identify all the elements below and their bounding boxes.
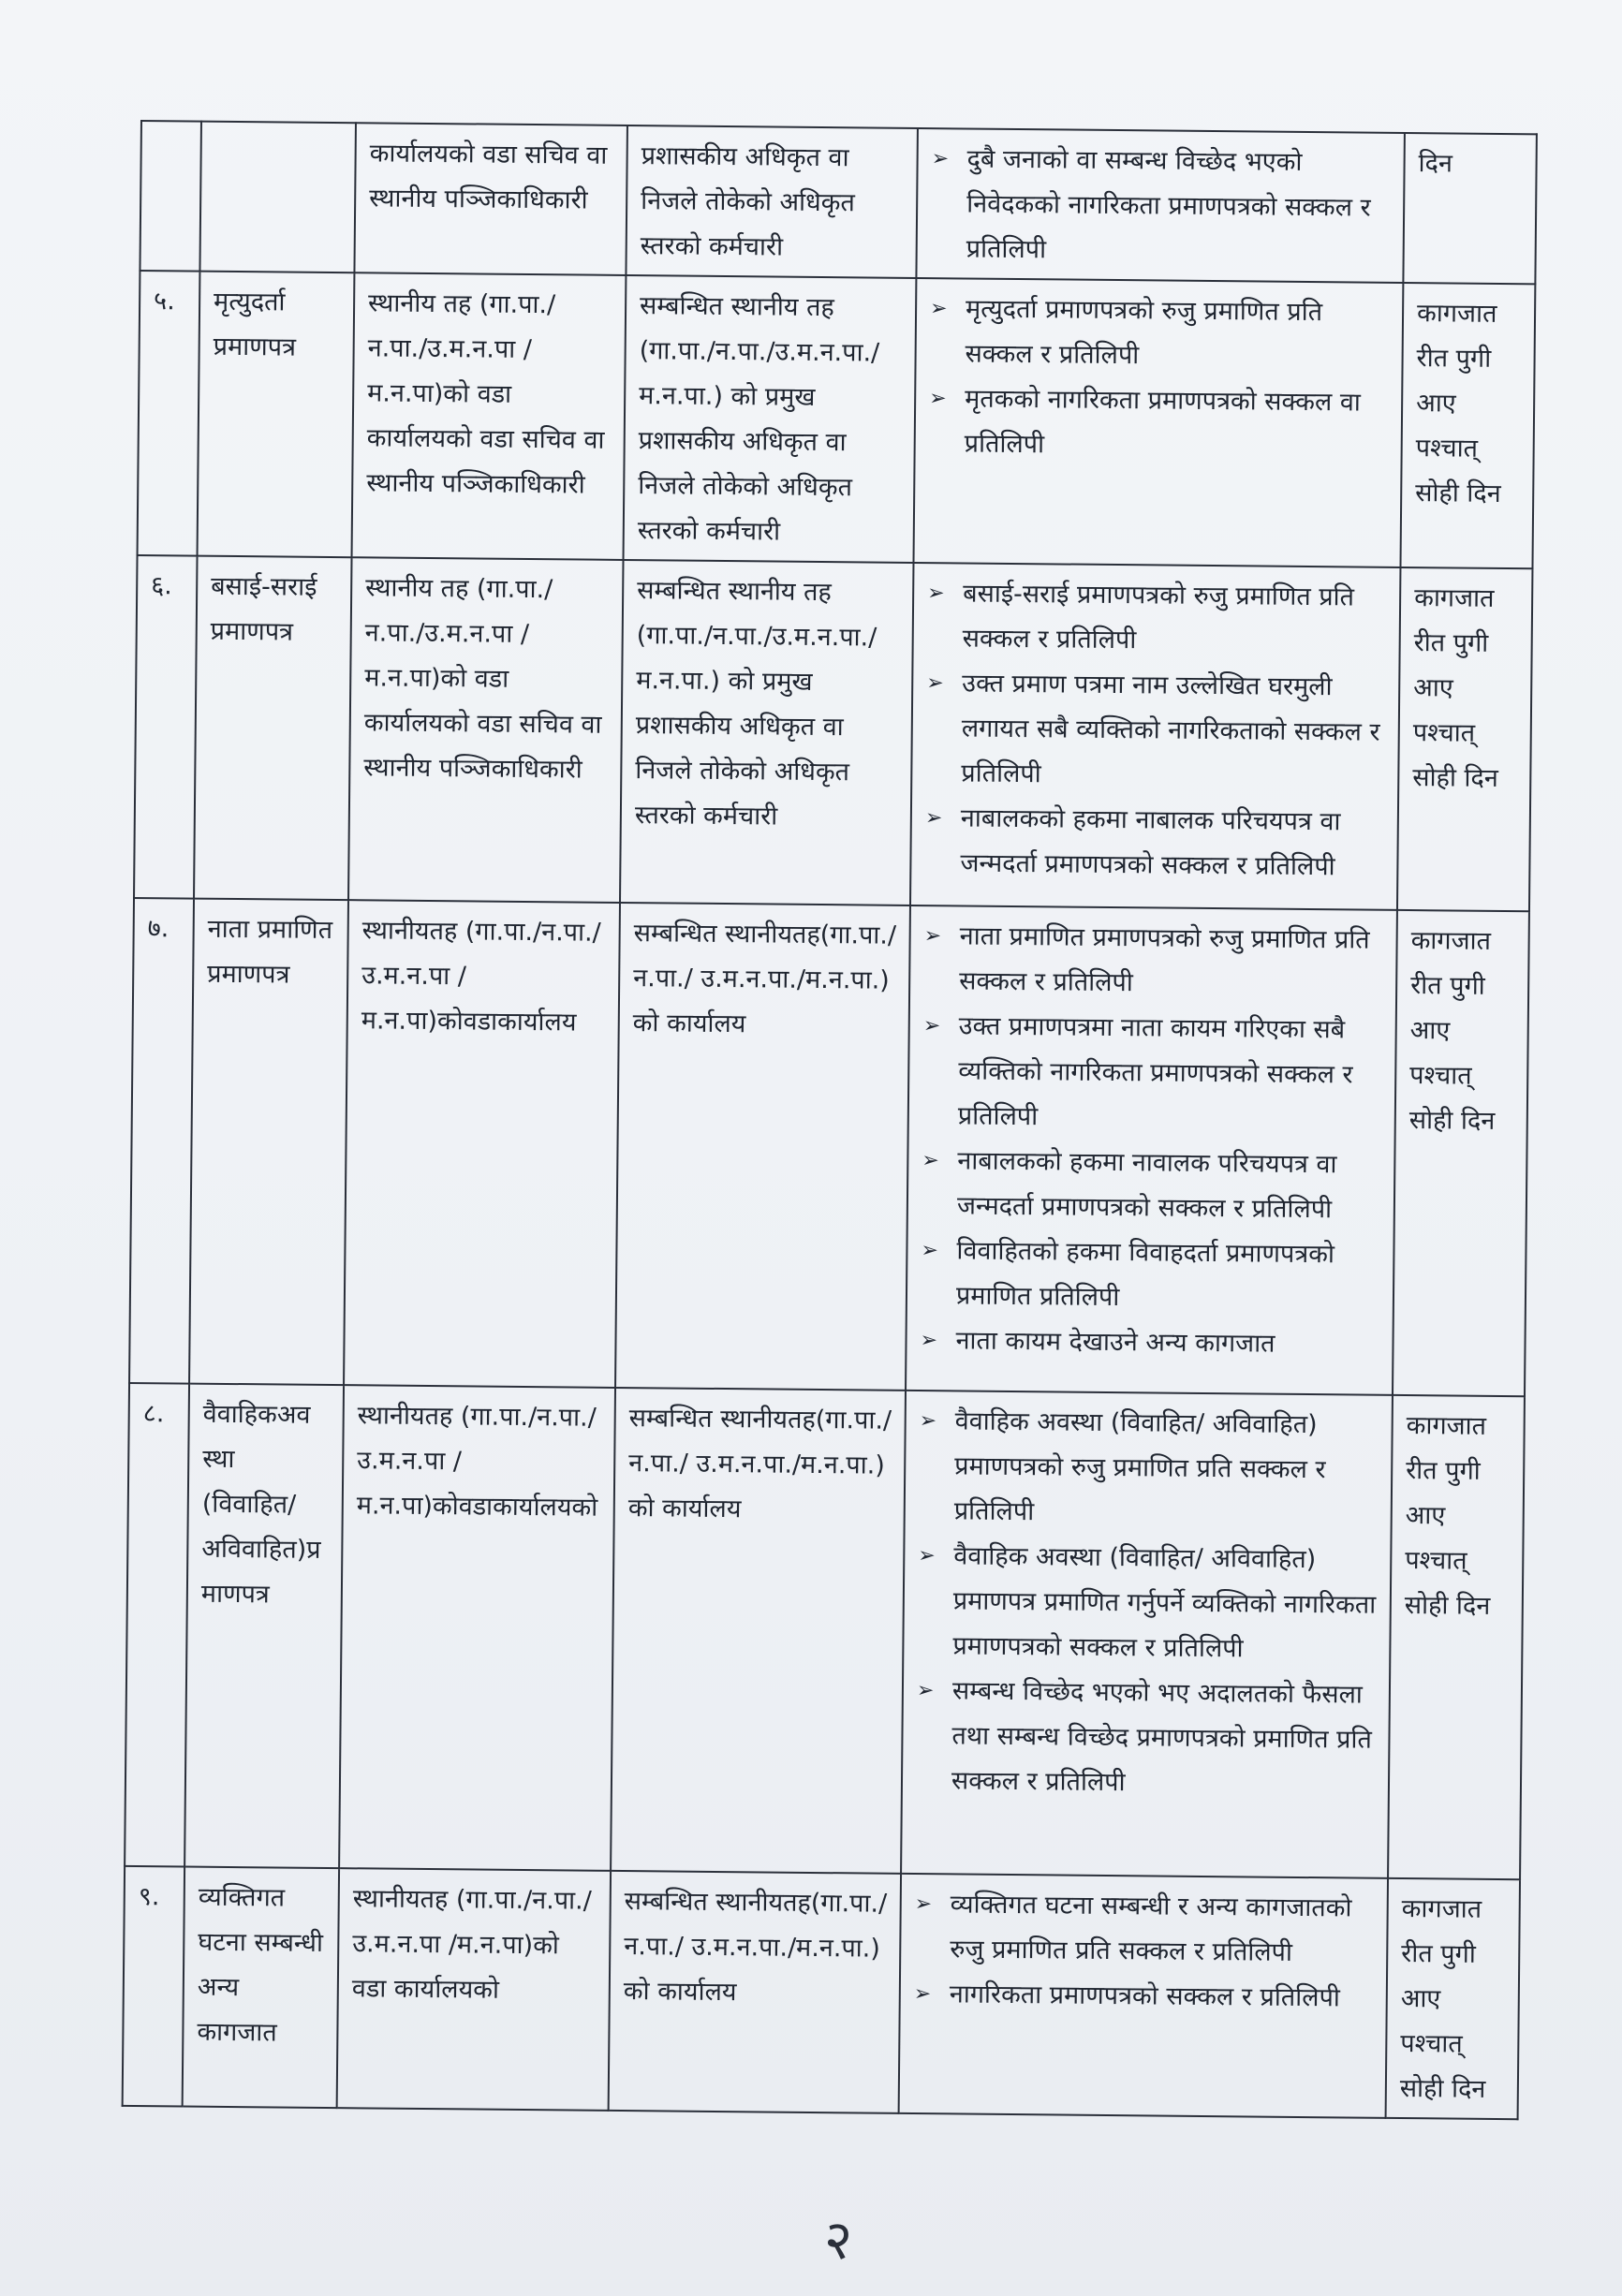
document-requirement-text: नाता प्रमाणित प्रमाणपत्रको रुजु प्रमाणित प्रति सक्कल र प्रतिलिपी bbox=[959, 921, 1370, 998]
serial-cell: ९. bbox=[123, 1866, 184, 2107]
documents-cell bbox=[910, 563, 1400, 910]
list-item bbox=[928, 376, 1390, 471]
list-item bbox=[922, 1139, 1383, 1233]
service-time-cell: कागजात रीत पुगी आए पश्चात् सोही दिन bbox=[1397, 567, 1533, 911]
office-cell: स्थानीयतह (गा.पा./न.पा./उ.म.न.पा /म.न.पा)कोवडाकार्यालय bbox=[344, 900, 620, 1388]
list-item bbox=[914, 1882, 1376, 1977]
services-table bbox=[122, 120, 1538, 2120]
authority-cell: सम्बन्धित स्थानीयतह(गा.पा./न.पा./ उ.म.न.पा./म.न.पा.) को कार्यालय bbox=[609, 1871, 901, 2113]
page-number: २ bbox=[824, 2208, 853, 2272]
arrow-bullet-icon: ➢ bbox=[923, 924, 942, 949]
documents-list bbox=[930, 137, 1392, 276]
document-requirement-text: बसाई-सराई प्रमाणपत्रको रुजु प्रमाणित प्रति सक्कल र प्रतिलिपी bbox=[962, 579, 1355, 655]
service-name-cell: मृत्युदर्ता प्रमाणपत्र bbox=[198, 272, 355, 558]
arrow-bullet-icon: ➢ bbox=[914, 1892, 933, 1917]
arrow-bullet-icon: ➢ bbox=[927, 581, 945, 606]
list-item bbox=[924, 796, 1386, 890]
arrow-bullet-icon: ➢ bbox=[929, 297, 948, 321]
table-row bbox=[129, 898, 1529, 1396]
arrow-bullet-icon: ➢ bbox=[916, 1679, 935, 1703]
document-requirement-text: मृतकको नागरिकता प्रमाणपत्रको सक्कल वा प्रतिलिपी bbox=[964, 384, 1361, 460]
authority-cell: सम्बन्धित स्थानीय तह (गा.पा./न.पा./उ.म.न.पा./ म.न.पा.) को प्रमुख प्रशासकीय अधिकृत वा निजले तोकेको अधिकृत स्तरको कर्मचारी bbox=[624, 275, 917, 563]
service-time-cell: कागजात रीत पुगी आए पश्चात् सोही दिन bbox=[1388, 1395, 1525, 1879]
documents-list bbox=[924, 571, 1388, 890]
document-requirement-text: वैवाहिक अवस्था (विवाहित/ अविवाहित) प्रमाणपत्रको रुजु प्रमाणित प्रति सक्कल र प्रतिलिपी bbox=[953, 1406, 1326, 1527]
documents-cell bbox=[901, 1391, 1393, 1878]
authority-cell: सम्बन्धित स्थानीय तह (गा.पा./न.पा./उ.म.न.पा./ म.न.पा.) को प्रमुख प्रशासकीय अधिकृत वा निजले तोकेको अधिकृत स्तरको कर्मचारी bbox=[620, 560, 913, 905]
documents-cell bbox=[913, 278, 1403, 567]
document-requirement-text: नाता कायम देखाउने अन्य कागजात bbox=[955, 1326, 1275, 1359]
table-row bbox=[138, 271, 1536, 568]
list-item bbox=[926, 571, 1388, 666]
document-requirement-text: वैवाहिक अवस्था (विवाहित/ अविवाहित) प्रमाणपत्र प्रमाणित गर्नुपर्ने व्यक्तिको नागरिकता प्रमाणपत्रको सक्कल र प्रतिलिपी bbox=[952, 1541, 1377, 1664]
arrow-bullet-icon: ➢ bbox=[931, 147, 950, 171]
serial-cell: ८. bbox=[125, 1383, 189, 1867]
list-item bbox=[916, 1669, 1378, 1808]
arrow-bullet-icon: ➢ bbox=[929, 387, 947, 411]
office-cell: स्थानीय तह (गा.पा./न.पा./उ.म.न.पा /म.न.पा)को वडा कार्यालयको वडा सचिव वा स्थानीय पञ्जिकाधिकारी bbox=[348, 557, 623, 903]
list-item bbox=[929, 287, 1391, 381]
service-name-cell: वैवाहिकअवस्था (विवाहित/अविवाहित)प्रमाणपत्र bbox=[184, 1384, 344, 1869]
arrow-bullet-icon: ➢ bbox=[921, 1239, 939, 1263]
service-name-cell: बसाई-सराई प्रमाणपत्र bbox=[194, 556, 352, 901]
list-item bbox=[930, 137, 1392, 276]
arrow-bullet-icon: ➢ bbox=[920, 1329, 938, 1353]
office-cell: कार्यालयको वडा सचिव वा स्थानीय पञ्जिकाधिकारी bbox=[354, 123, 627, 275]
arrow-bullet-icon: ➢ bbox=[924, 806, 943, 831]
arrow-bullet-icon: ➢ bbox=[922, 1149, 939, 1173]
documents-cell bbox=[916, 128, 1405, 283]
serial-cell bbox=[140, 121, 201, 272]
list-item bbox=[914, 1972, 1375, 2022]
arrow-bullet-icon: ➢ bbox=[926, 671, 944, 696]
document-requirement-text: दुबै जनाको वा सम्बन्ध विच्छेद भएको निवेदकको नागरिकता प्रमाणपत्रको सक्कल र प्रतिलिपी bbox=[966, 144, 1371, 265]
service-time-cell: दिन bbox=[1403, 133, 1537, 284]
list-item bbox=[922, 1004, 1384, 1143]
document-requirement-text: मृत्युदर्ता प्रमाणपत्रको रुजु प्रमाणित प्रति सक्कल र प्रतिलिपी bbox=[965, 294, 1323, 371]
list-item bbox=[925, 661, 1387, 801]
documents-list bbox=[916, 1399, 1380, 1808]
document-requirement-text: उक्त प्रमाणपत्रमा नाता कायम गरिएका सबै व्यक्तिको नागरिकता प्रमाणपत्रको सक्कल र प्रतिलिपी bbox=[957, 1011, 1353, 1132]
list-item bbox=[920, 1318, 1380, 1368]
table-body bbox=[123, 121, 1537, 2119]
documents-list bbox=[914, 1882, 1376, 2022]
document-requirement-text: नाबालकको हकमा नाबालक परिचयपत्र वा जन्मदर्ता प्रमाणपत्रको सक्कल र प्रतिलिपी bbox=[960, 803, 1341, 882]
authority-cell: सम्बन्धित स्थानीयतह(गा.पा./न.पा./ उ.म.न.पा./म.न.पा.) को कार्यालय bbox=[611, 1388, 906, 1874]
document-requirement-text: उक्त प्रमाण पत्रमा नाम उल्लेखित घरमुली लगायत सबै व्यक्तिको नागरिकताको सक्कल र प्रतिलिपी bbox=[961, 669, 1380, 789]
documents-list bbox=[920, 914, 1385, 1368]
document-requirement-text: विवाहितको हकमा विवाहदर्ता प्रमाणपत्रको प्रमाणित प्रतिलिपी bbox=[955, 1236, 1335, 1313]
service-name-cell: नाता प्रमाणित प्रमाणपत्र bbox=[189, 899, 348, 1386]
service-time-cell: कागजात रीत पुगी आए पश्चात् सोही दिन bbox=[1393, 910, 1529, 1396]
table-row bbox=[134, 555, 1532, 911]
serial-cell: ७. bbox=[129, 898, 194, 1384]
documents-list bbox=[928, 287, 1391, 471]
service-name-cell bbox=[199, 122, 356, 273]
service-time-cell: कागजात रीत पुगी आए पश्चात् सोही दिन bbox=[1400, 283, 1535, 568]
service-name-cell: व्यक्तिगत घटना सम्बन्धी अन्य कागजात bbox=[183, 1867, 339, 2109]
serial-cell: ५. bbox=[138, 271, 200, 556]
list-item bbox=[921, 1229, 1382, 1323]
service-time-cell: कागजात रीत पुगी आए पश्चात् सोही दिन bbox=[1386, 1878, 1520, 2119]
authority-cell: प्रशासकीय अधिकृत वा निजले तोकेको अधिकृत स्तरको कर्मचारी bbox=[626, 125, 918, 278]
document-requirement-text: नागरिकता प्रमाणपत्रको सक्कल र प्रतिलिपी bbox=[949, 1980, 1341, 2013]
list-item bbox=[923, 914, 1385, 1008]
documents-cell bbox=[899, 1874, 1388, 2118]
office-cell: स्थानीयतह (गा.पा./न.पा./उ.म.न.पा /म.न.पा)को वडा कार्यालयको bbox=[337, 1868, 611, 2111]
document-requirement-text: व्यक्तिगत घटना सम्बन्धी र अन्य कागजातको रुजु प्रमाणित प्रति सक्कल र प्रतिलिपी bbox=[950, 1890, 1352, 1967]
serial-cell: ६. bbox=[134, 555, 198, 899]
document-requirement-text: सम्बन्ध विच्छेद भएको भए अदालतको फैसला तथा सम्बन्ध विच्छेद प्रमाणपत्रको प्रमाणित प्रति सक्कल र प्रतिलिपी bbox=[951, 1676, 1373, 1798]
arrow-bullet-icon: ➢ bbox=[913, 1982, 932, 2007]
office-cell: स्थानीयतह (गा.पा./न.पा./उ.म.न.पा /म.न.पा)कोवडाकार्यालयको bbox=[339, 1385, 615, 1871]
list-item bbox=[919, 1399, 1380, 1538]
arrow-bullet-icon: ➢ bbox=[922, 1014, 941, 1038]
table-row bbox=[123, 1866, 1520, 2119]
authority-cell: सम्बन्धित स्थानीयतह(गा.पा./न.पा./ उ.म.न.पा./म.न.पा.) को कार्यालय bbox=[615, 903, 910, 1391]
arrow-bullet-icon: ➢ bbox=[918, 1544, 936, 1568]
document-requirement-text: नाबालकको हकमा नावालक परिचयपत्र वा जन्मदर्ता प्रमाणपत्रको सक्कल र प्रतिलिपी bbox=[956, 1146, 1337, 1225]
list-item bbox=[917, 1534, 1379, 1673]
office-cell: स्थानीय तह (गा.पा./न.पा./उ.म.न.पा /म.न.पा)को वडा कार्यालयको वडा सचिव वा स्थानीय पञ्जिकाधिकारी bbox=[352, 272, 627, 560]
arrow-bullet-icon: ➢ bbox=[919, 1409, 937, 1434]
documents-cell bbox=[906, 905, 1397, 1395]
table-row bbox=[140, 121, 1536, 284]
table-row bbox=[125, 1383, 1525, 1879]
